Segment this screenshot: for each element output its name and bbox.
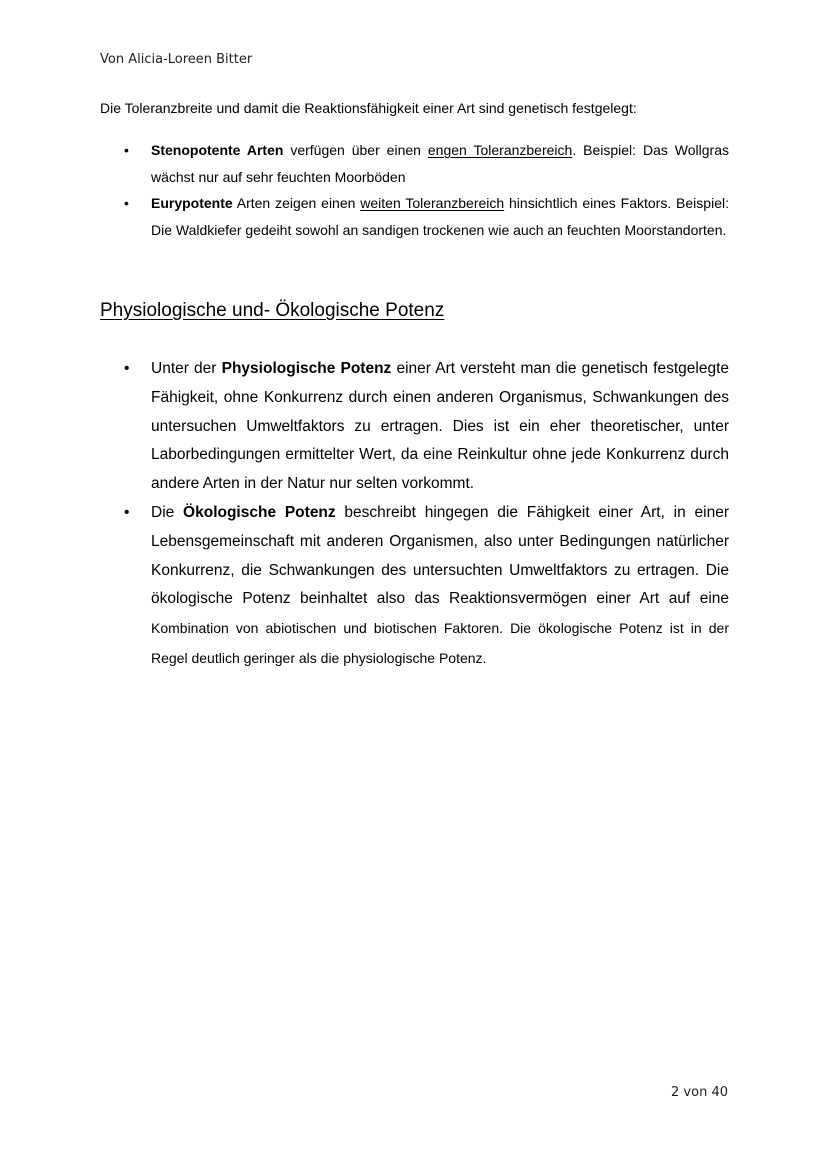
term-eurypotente: Eurypotente [151,195,233,211]
list-item-physiologische-potenz [100,355,729,499]
term-physiologische-potenz: Physiologische Potenz [221,360,392,377]
page-header-author: Von Alicia-Loreen Bitter [100,52,253,67]
underlined-term-engen-toleranzbereich: engen Toleranzbereich [427,142,573,158]
list-item-text: Arten zeigen einen [232,195,361,211]
list-item-text: hinsichtlich eines Faktors. Beispiel: Die Waldkiefer gedeiht sowohl an sandigen trockenen wie auch an feuchten Moorstandorten. [151,195,729,238]
list-item-text: beschreibt hingegen die Fähigkeit einer Art, in einer Lebensgemeinschaft mit anderen Organismen, also unter Bedingungen natürlicher Konkurrenz, die Schwankungen des untersuchten Umweltfaktors zu ertragen. Die ökologische Potenz beinhaltet also das Reaktionsvermögen einer Art auf eine [151,503,729,608]
list-item-eurypotent [100,190,729,243]
list-item-text: Die [151,503,184,521]
section-heading: Physiologische und- Ökologische Potenz [100,300,445,321]
potenz-definitions-list [100,355,729,674]
intro-paragraph: Die Toleranzbreite und damit die Reaktionsfähigkeit einer Art sind genetisch festgelegt: [100,100,637,116]
potency-types-list [100,137,729,243]
page-number: 2 von 40 [671,1085,728,1100]
list-item-stenopotent [100,137,729,190]
list-item-text-small: Kombination von abiotischen und biotischen Faktoren. Die ökologische Potenz ist in der Regel deutlich geringer als die physiologische Potenz. [151,620,729,666]
term-stenopotente-arten: Stenopotente Arten [151,142,284,158]
underlined-term-weiten-toleranzbereich: weiten Toleranzbereich [360,195,505,211]
list-item-oekologische-potenz [100,499,729,674]
list-item-text: verfügen über einen [283,142,428,158]
term-oekologische-potenz: Ökologische Potenz [183,503,336,521]
list-item-text: einer Art versteht man die genetisch festgelegte Fähigkeit, ohne Konkurrenz durch einen anderen Organismus, Schwankungen des untersuchen Umweltfaktors zu ertragen. Dies ist ein eher theoretischer, unter Laborbedingungen ermittelter Wert, da eine Reinkultur ohne jede Konkurrenz durch andere Arten in der Natur nur selten vorkommt. [151,360,729,493]
list-item-text: . Beispiel: Das Wollgras wächst nur auf sehr feuchten Moorböden [151,142,729,185]
list-item-text: Unter der [151,360,222,377]
